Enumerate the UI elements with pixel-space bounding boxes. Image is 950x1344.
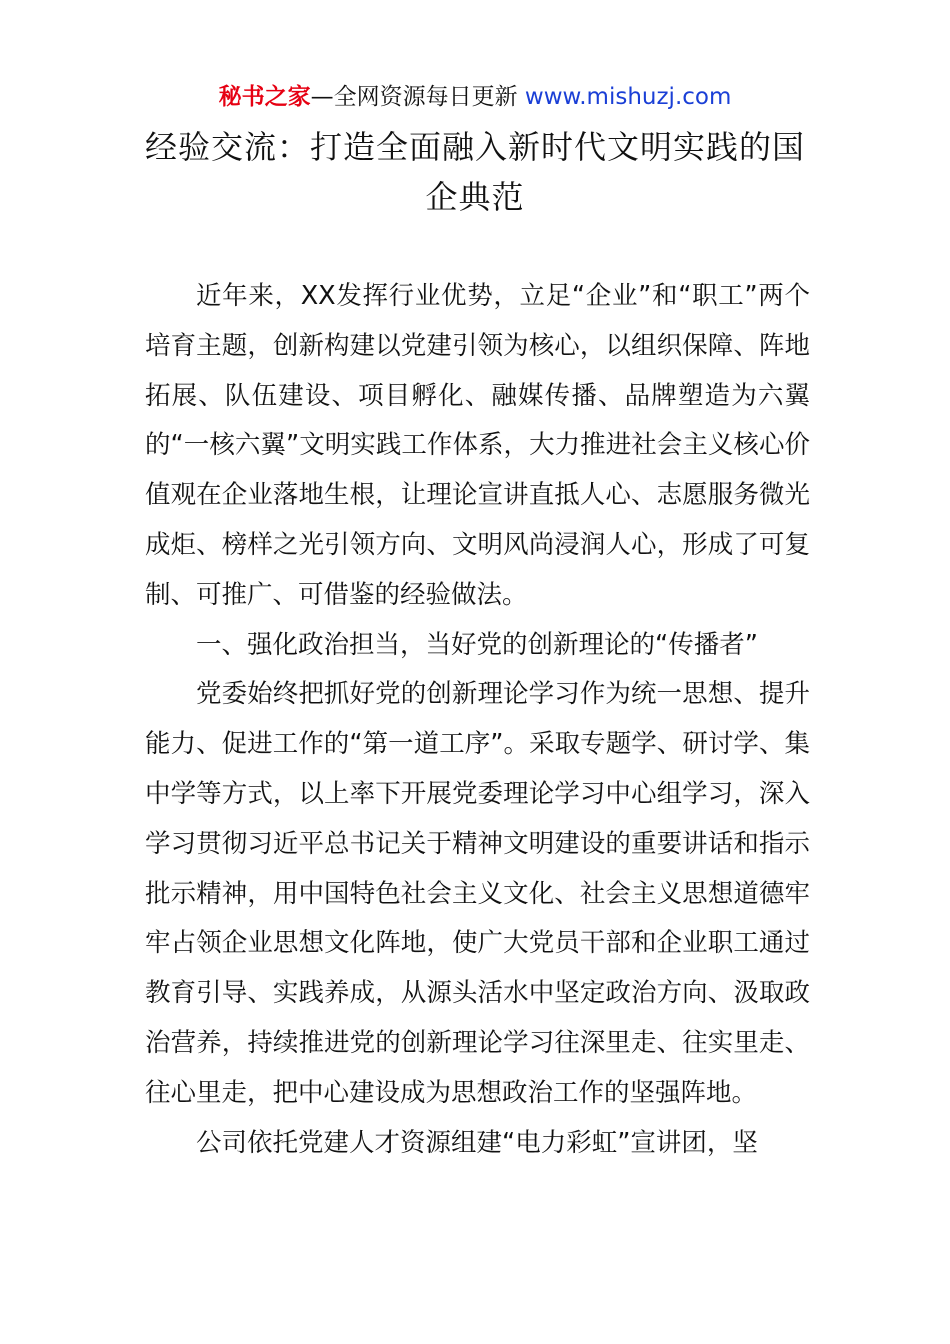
site-url-link[interactable]: www.mishuzj.com (524, 84, 732, 110)
site-header (0, 82, 950, 112)
document-title: 经验交流：打造全面融入新时代文明实践的国企典范 (144, 128, 805, 216)
body-paragraph: 公司依托党建人才资源组建“电力彩虹”宣讲团，坚 (196, 1127, 758, 1158)
document-body (145, 272, 810, 1168)
body-paragraph: 党委始终把抓好党的创新理论学习作为统一思想、提升能力、促进工作的“第一道工序”。采取专题学、研讨学、集中学等方式，以上率下开展党委理论学习中心组学习，深入学习贯彻习近平总书记关于精神文明建设的重要讲话和指示批示精神，用中国特色社会主义文化、社会主义思想道德牢牢占领企业思想文化阵地，使广大党员干部和企业职工通过教育引导、实践养成，从源头活水中坚定政治方向、汲取政治营养，持续推进党的创新理论学习往深里走、往实里走、往心里走，把中心建设成为思想政治工作的坚强阵地。 (145, 679, 810, 1108)
header-tagline: —全网资源每日更新 (310, 84, 525, 110)
body-paragraph: 近年来，XX发挥行业优势，立足“企业”和“职工”两个培育主题，创新构建以党建引领为核心，以组织保障、阵地拓展、队伍建设、项目孵化、融媒传播、品牌塑造为六翼的“一核六翼”文明实践工作体系，大力推进社会主义核心价值观在企业落地生根，让理论宣讲直抵人心、志愿服务微光成炬、榜样之光引领方向、文明风尚浸润人心，形成了可复制、可推广、可借鉴的经验做法。 (145, 281, 810, 610)
brand-name: 秘书之家 (218, 84, 311, 110)
section-heading: 一、强化政治担当，当好党的创新理论的“传播者” (196, 629, 758, 660)
